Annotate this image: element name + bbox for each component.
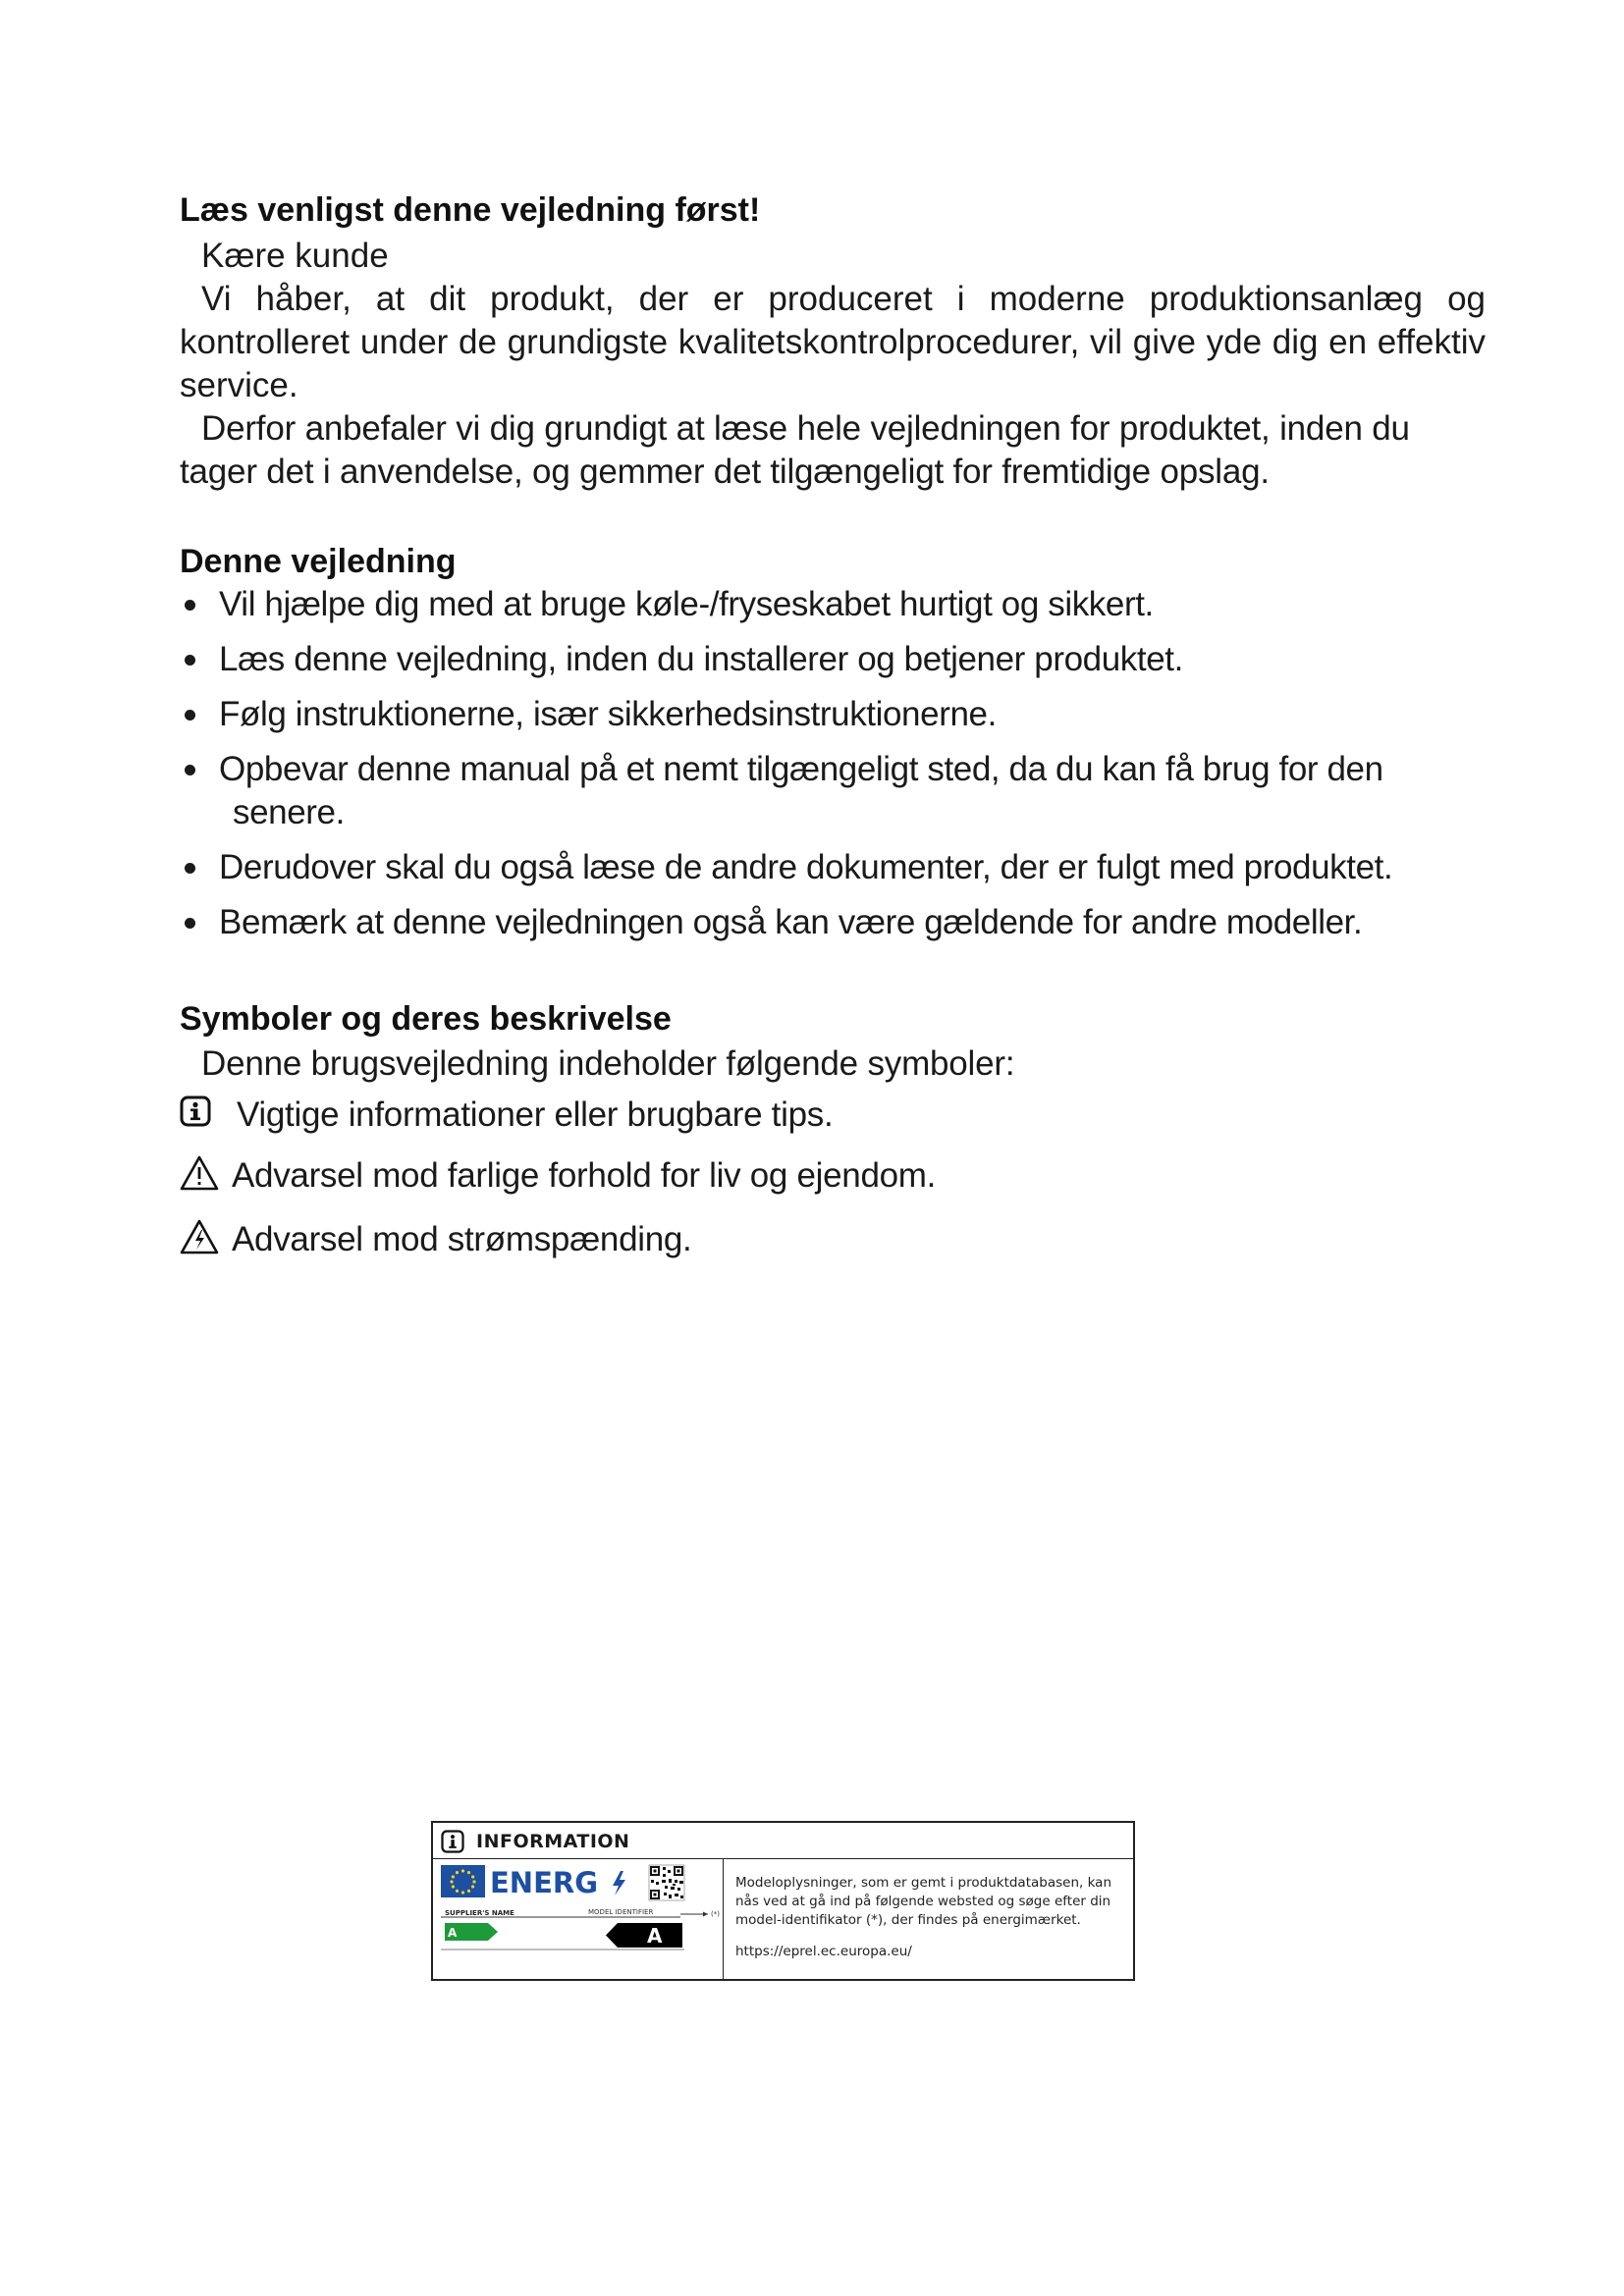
- footnote-mark: (*): [711, 1910, 720, 1918]
- info-icon: [180, 1095, 211, 1127]
- energy-word: ENERG: [490, 1866, 599, 1899]
- symbol-warning-text: Advarsel mod farlige forhold for liv og ejendom.: [232, 1156, 937, 1195]
- list-item: Derudover skal du også læse de andre dokumenter, der er fulgt med produktet.: [180, 846, 1486, 889]
- information-box-description: [735, 1874, 1123, 1961]
- bullet-icon: [185, 863, 195, 874]
- lightning-icon: [613, 1871, 625, 1896]
- qr-code-icon: [649, 1865, 684, 1900]
- information-box: [431, 1821, 1135, 1981]
- intro-paragraph-2: Derfor anbefaler vi dig grundigt at læse hele vejledningen for produktet, inden du tager det i anvendelse, og gemmer det tilgængeligt for fremtidige opslag.: [180, 409, 1410, 491]
- warning-icon: [180, 1155, 219, 1191]
- symbols-heading: Symboler og deres beskrivelse: [180, 1000, 672, 1038]
- list-item: Opbevar denne manual på et nemt tilgængeligt sted, da du kan få brug for den senere.: [180, 748, 1486, 834]
- list-item: Læs denne vejledning, inden du installerer og betjener produktet.: [180, 638, 1486, 681]
- class-letter-right: A: [647, 1924, 663, 1948]
- class-letter-left: A: [448, 1926, 458, 1940]
- list-item: Bemærk at denne vejledningen også kan være gældende for andre modeller.: [180, 901, 1486, 944]
- intro-paragraph-1: Vi håber, at dit produkt, der er produceret i moderne produktionsanlæg og kontrolleret under de grundigste kvalitetskontrolprocedurer, vil give yde dig en effektiv service.: [180, 280, 1486, 404]
- information-box-title: INFORMATION: [476, 1831, 630, 1852]
- model-identifier-label: MODEL IDENTIFIER: [588, 1908, 654, 1916]
- eprel-description: Modeloplysninger, som er gemt i produktdatabasen, kan nås ved at gå ind på følgende websted og søge efter din model-identifikator (*), der findes på energimærket.: [735, 1875, 1111, 1928]
- electric-warning-icon: [180, 1219, 219, 1255]
- intro-greeting: Kære kunde: [201, 237, 389, 275]
- bullet-icon: [185, 600, 195, 611]
- info-icon: [441, 1830, 464, 1853]
- symbol-electric-text: Advarsel mod strømspænding.: [232, 1220, 692, 1258]
- manual-heading: Denne vejledning: [180, 543, 457, 580]
- intro-heading: Læs venligst denne vejledning først!: [180, 191, 761, 229]
- manual-bullet-list: [180, 583, 1486, 956]
- symbols-intro: Denne brugsvejledning indeholder følgende symboler:: [201, 1044, 1015, 1083]
- supplier-name-label: SUPPLIER'S NAME: [445, 1909, 514, 1917]
- energy-label-image: [433, 1858, 724, 1981]
- bullet-icon: [185, 710, 195, 721]
- energy-label-graphic: [433, 1858, 723, 1981]
- class-arrow-black: [606, 1923, 682, 1948]
- eprel-link[interactable]: https://eprel.ec.europa.eu/: [735, 1944, 912, 1959]
- bullet-icon: [185, 765, 195, 775]
- symbol-info-text: Vigtige informationer eller brugbare tips.: [237, 1095, 834, 1134]
- list-item: Vil hjælpe dig med at bruge køle-/fryseskabet hurtigt og sikkert.: [180, 583, 1486, 626]
- bullet-icon: [185, 918, 195, 929]
- bullet-icon: [185, 655, 195, 666]
- list-item: Følg instruktionerne, især sikkerhedsinstruktionerne.: [180, 693, 1486, 736]
- information-box-header: [433, 1823, 1133, 1859]
